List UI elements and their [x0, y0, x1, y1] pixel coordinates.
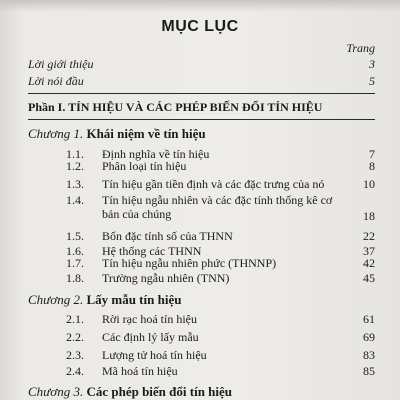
chapter-title: Lấy mẫu tín hiệu [86, 292, 182, 307]
toc-entry-label: Lời giới thiệu [28, 57, 94, 71]
item-page: 85 [363, 364, 375, 378]
divider [28, 93, 375, 94]
part-heading: Phần I. TÍN HIỆU VÀ CÁC PHÉP BIẾN ĐỔI TÍN HIỆU [28, 100, 323, 114]
item-page: 37 [363, 244, 375, 258]
chapter-heading-1[interactable] [28, 126, 206, 142]
item-text: Tín hiệu ngẫu nhiên phức (THNNP) [102, 256, 277, 270]
item-page: 42 [363, 256, 375, 270]
toc-entry-page: 3 [369, 57, 375, 71]
item-text: Định nghĩa về tín hiệu [102, 147, 210, 161]
chapter-prefix: Chương 3. [28, 384, 84, 399]
item-number: 1.5. [66, 229, 84, 243]
chapter-heading-3[interactable] [28, 384, 232, 400]
item-text: Các định lý lấy mẫu [102, 330, 199, 344]
item-text: Tín hiệu gần tiền định và các đặc trưng của nó [102, 177, 325, 191]
item-text: Lượng tử hoá tín hiệu [102, 348, 207, 362]
chapter-heading-2[interactable] [28, 292, 181, 308]
item-page: 83 [363, 348, 375, 362]
item-page: 69 [363, 330, 375, 344]
divider [28, 119, 375, 120]
item-number: 1.2. [66, 159, 84, 173]
item-text: Bốn đặc tính số của THNN [102, 229, 233, 243]
item-page: 45 [363, 271, 375, 285]
item-page: 8 [369, 159, 375, 173]
chapter-prefix: Chương 1. [28, 126, 84, 141]
item-number: 2.1. [66, 312, 84, 326]
toc-entry-page: 5 [369, 74, 375, 88]
item-number: 1.4. [66, 193, 84, 207]
toc-item[interactable] [66, 193, 375, 223]
item-number: 1.7. [66, 256, 84, 270]
item-number: 1.1. [66, 147, 84, 161]
item-text: Mã hoá tín hiệu [102, 364, 178, 378]
toc-entry-intro[interactable] [28, 56, 375, 72]
item-page: 7 [369, 147, 375, 161]
item-text: Phân loại tín hiệu [102, 159, 187, 173]
item-page: 10 [363, 177, 375, 191]
item-number: 1.8. [66, 271, 84, 285]
item-page: 18 [363, 209, 375, 223]
toc-entry-label: Lời nói đầu [28, 74, 84, 88]
page-column-header: Trang [346, 41, 375, 55]
chapter-title: Các phép biến đổi tín hiệu [86, 384, 233, 399]
item-text: Tín hiệu ngẫu nhiên và các đặc tính thống kê cơ bản của chúng [102, 193, 333, 221]
page-shadow [0, 0, 400, 12]
item-text: Trường ngẫu nhiên (TNN) [102, 271, 230, 285]
chapter-title: Khái niệm về tín hiệu [86, 126, 206, 141]
item-number: 2.4. [66, 364, 84, 378]
item-text: Rời rạc hoá tín hiệu [102, 312, 197, 326]
item-number: 1.6. [66, 244, 84, 258]
item-number: 1.3. [66, 177, 84, 191]
page-title: MỤC LỤC [161, 18, 239, 35]
item-text: Hệ thống các THNN [102, 244, 202, 258]
item-page: 22 [363, 229, 375, 243]
chapter-prefix: Chương 2. [28, 292, 84, 307]
item-page: 61 [363, 312, 375, 326]
item-number: 2.3. [66, 348, 84, 362]
item-number: 2.2. [66, 330, 84, 344]
toc-entry-preface[interactable] [28, 73, 375, 89]
